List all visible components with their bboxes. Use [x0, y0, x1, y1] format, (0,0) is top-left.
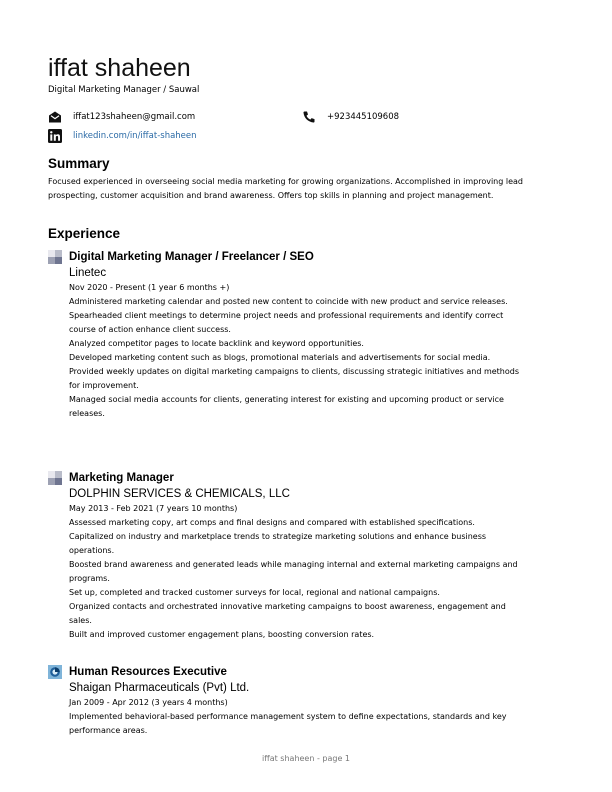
job-bullet: Built and improved customer engagement plans, boosting conversion rates.	[69, 630, 375, 639]
job-bullet: Managed social media accounts for clients, generating interest for existing and upcoming product or service releases.	[69, 395, 504, 418]
company-name: Linetec	[69, 267, 107, 279]
job-bullet: Set up, completed and tracked customer surveys for local, regional and national campaigns.	[69, 588, 440, 597]
job-bullet: Analyzed competitor pages to locate backlink and keyword opportunities.	[69, 339, 364, 348]
job-bullets	[69, 295, 529, 421]
contact-email	[48, 110, 195, 124]
job-bullets	[69, 710, 529, 738]
job-bullet: Organized contacts and orchestrated innovative marketing campaigns to boost awareness, engagement and sales.	[69, 602, 506, 625]
job-header	[48, 249, 548, 265]
company-logo-icon	[48, 665, 62, 679]
job-header	[48, 470, 548, 486]
email-text[interactable]: iffat123shaheen@gmail.com	[73, 112, 196, 122]
job-bullets	[69, 516, 529, 642]
job-header	[48, 664, 548, 680]
company-logo-icon	[48, 471, 62, 485]
job-title: Marketing Manager	[69, 472, 174, 484]
job-title: Digital Marketing Manager / Freelancer / SEO	[69, 251, 314, 263]
contact-phone	[302, 110, 399, 124]
job-entry	[48, 664, 548, 738]
job-entry	[48, 470, 548, 642]
contact-linkedin	[48, 129, 197, 143]
summary-heading: Summary	[48, 156, 110, 171]
job-bullet: Administered marketing calendar and posted new content to coincide with new product and service releases.	[69, 297, 508, 306]
candidate-name: iffat shaheen	[48, 54, 191, 82]
summary-text: Focused experienced in overseeing social media marketing for growing organizations. Accomplished in improving lead prospecting, customer acquisition and brand awareness. Offers top skills in planning and project management.	[48, 177, 523, 200]
headline: Digital Marketing Manager / Sauwal	[48, 85, 200, 95]
linkedin-icon	[48, 129, 62, 143]
job-entry	[48, 249, 548, 421]
page-footer: iffat shaheen - page 1	[261, 754, 351, 763]
job-title: Human Resources Executive	[69, 666, 227, 678]
company-name: Shaigan Pharmaceuticals (Pvt) Ltd.	[69, 682, 250, 694]
job-bullet: Assessed marketing copy, art comps and final designs and compared with established specifications.	[69, 518, 475, 527]
phone-icon	[302, 110, 316, 124]
company-name: DOLPHIN SERVICES & CHEMICALS, LLC	[69, 488, 290, 500]
job-dates: Jan 2009 - Apr 2012 (3 years 4 months)	[69, 698, 228, 707]
linkedin-link[interactable]: linkedin.com/in/iffat-shaheen	[73, 131, 197, 141]
job-dates: Nov 2020 - Present (1 year 6 months +)	[69, 283, 230, 292]
experience-heading: Experience	[48, 226, 121, 241]
job-bullet: Developed marketing content such as blogs, promotional materials and advertisements for social media.	[69, 353, 491, 362]
job-bullet: Implemented behavioral-based performance management system to define expectations, standards and key performance areas.	[69, 712, 507, 735]
email-icon	[48, 110, 62, 124]
company-logo-icon	[48, 250, 62, 264]
job-bullet: Provided weekly updates on digital marketing campaigns to clients, discussing strategic initiatives and methods for improvement.	[69, 367, 520, 390]
job-bullet: Spearheaded client meetings to determine project needs and professional requirements and identify correct course of action enhance client success.	[69, 311, 504, 334]
job-bullet: Capitalized on industry and marketplace trends to strategize marketing solutions and enhance business operations.	[69, 532, 487, 555]
job-bullet: Boosted brand awareness and generated leads while managing internal and external marketing campaigns and programs.	[69, 560, 518, 583]
job-dates: May 2013 - Feb 2021 (7 years 10 months)	[69, 504, 238, 513]
phone-text[interactable]: +923445109608	[327, 112, 400, 122]
